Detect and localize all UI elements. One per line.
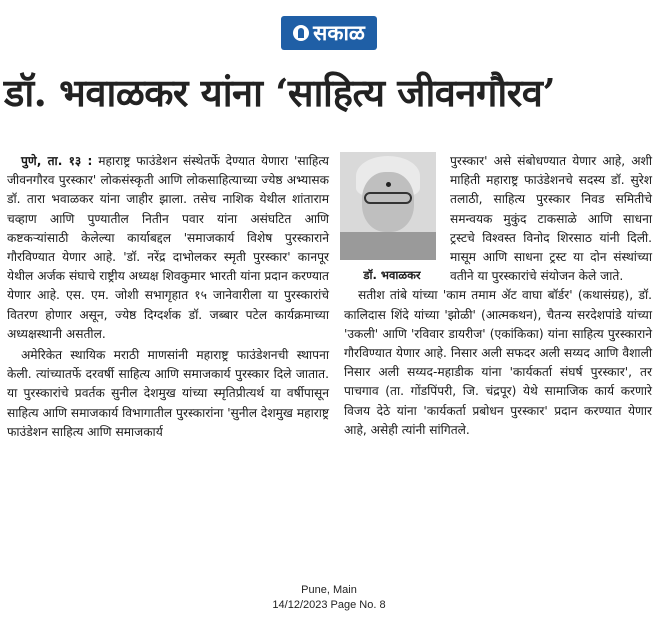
portrait-photo xyxy=(340,152,436,260)
headline: डॉ. भवाळकर यांना ‘साहित्य जीवनगौरव’ xyxy=(4,70,556,115)
article-paragraph-4: सतीश तांबे यांच्या 'काम तमाम ॲट वाघा बॉर्डर' (कथासंग्रह), डॉ. कालिदास शिंदे यांच्या 'झोळी' (आत्मकथन), चैतन्य सरदेशपांडे यांच्या 'उकली' आणि 'रविवार डायरीज' (एकांकिका) यांना साहित्य पुरस्काराने गौरविण्यात येणार आहे. निसार अली सफदर अली सय्यद आणि वैशाली निसार अली सय्यद-महाडीक यांना 'कार्यकर्ता संघर्ष पुरस्कार', तर पाचगाव (ता. गोंडपिंपरी, जि. चंद्रपूर) येथे सामाजिक कार्य करणारे विजय देठे यांना 'कार्यकर्ता प्रबोधन पुरस्कार' प्रदान करण्यात येणार आहे, असेही त्यांनी सांगितले. xyxy=(344,288,652,437)
newspaper-logo xyxy=(281,16,377,50)
paragraph-1-text: महाराष्ट्र फाउंडेशन संस्थेतर्फे देण्यात येणारा 'साहित्य जीवनगौरव पुरस्कार' लोकसंस्कृती आणि लोकसाहित्याच्या ज्येष्ठ अभ्यासक डॉ. तारा भवाळकर यांना जाहीर झाला. तसेच नाशिक येथील शांताराम चव्हाण आणि पुण्यातील नितीन पवार यांना असंघटित आणि कष्टकऱ्यांसाठी केलेल्या कार्याबद्दल 'समाजकार्य विशेष पुरस्काराने गौरविण्यात येणार आहे. 'डॉ. नरेंद्र दाभोलकर स्मृती पुरस्कार' कानपूर येथील अर्जक संघाचे राष्ट्रीय अध्यक्ष शिवकुमार भारती यांना प्रदान करण्यात येणार आहे. एस. एम. जोशी सभागृहात १५ जानेवारीला या पुरस्कारांचे वितरण होणार असून, ज्येष्ठ दिग्दर्शक डॉ. जब्बार पटेल कार्यक्रमाच्या अध्यक्षस्थानी असतील. xyxy=(7,154,330,341)
logo-text: सकाळ xyxy=(313,21,365,45)
article-paragraph-3: पुरस्कार' असे संबोधण्यात येणार आहे, अशी माहिती महाराष्ट्र फाउंडेशनचे सदस्य डॉ. सुरेश तलाठी, साहित्य पुरस्कार निवड समितीचे समन्वयक मुकुंद टाकसाळे आणि साधना ट्रस्टचे विश्वस्त विनोद शिरसाठ यांनी दिली. मासूम आणि साधना ट्रस्ट या दोन संस्थांच्या वतीने या पुरस्कारांचे संयोजन केले जाते. xyxy=(450,154,652,284)
footer-date-page: 14/12/2023 Page No. 8 xyxy=(272,599,386,611)
footer-edition: Pune, Main xyxy=(301,584,357,596)
article-column-2 xyxy=(344,152,652,440)
article-paragraph-1 xyxy=(7,152,329,344)
article-column-1 xyxy=(7,152,329,442)
article-paragraph-2: अमेरिकेत स्थायिक मराठी माणसांनी महाराष्ट्र फाउंडेशनची स्थापना केली. त्यांच्यातर्फे दरवर्षी साहित्य आणि समाजकार्य पुरस्कार दिले जातात. या पुरस्कारांचे प्रवर्तक सुनील देशमुख यांच्या स्मृतिप्रीत्यर्थ या वर्षीपासून साहित्य आणि समाजकार्य विभागातील पुरस्कारांना 'सुनील देशमुख महाराष्ट्र फाउंडेशन साहित्य आणि समाजकार्य xyxy=(7,348,329,439)
photo-caption: डॉ. भवाळकर xyxy=(363,268,421,282)
dateline: पुणे, ता. १३ : xyxy=(21,154,93,168)
photo-block xyxy=(340,152,444,286)
logo-emblem-icon xyxy=(293,25,309,41)
